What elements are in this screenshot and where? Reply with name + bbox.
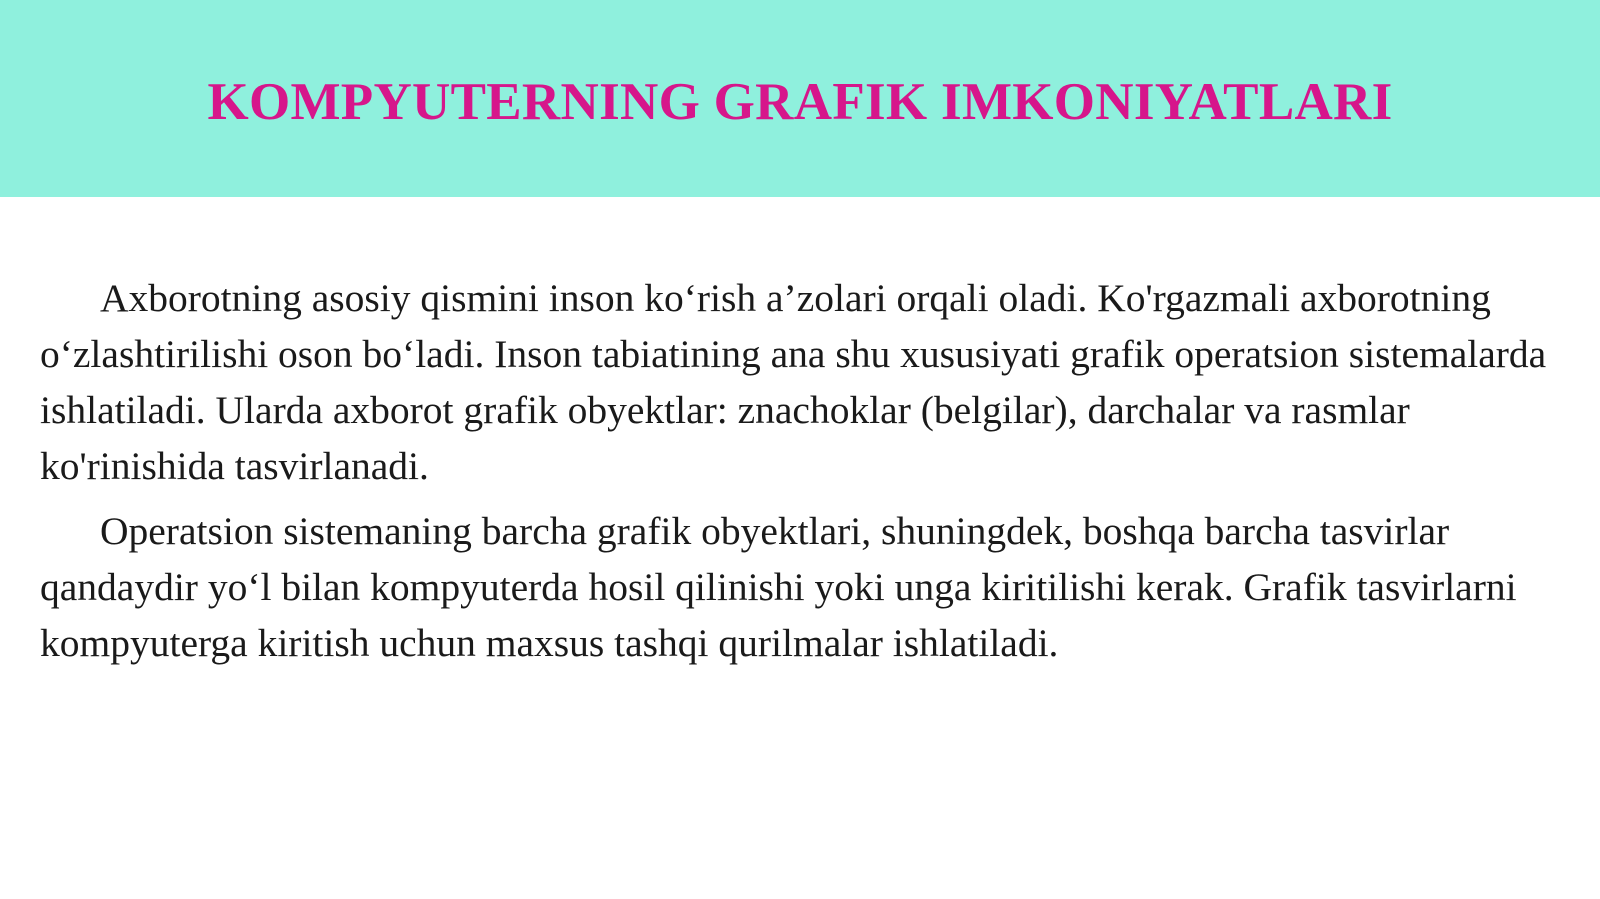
paragraph-2: Operatsion sistemaning barcha grafik obyektlari, shuningdek, boshqa barcha tasvirlar qandaydir yo‘l bilan kompyuterda hosil qilinishi yoki unga kiritilishi kerak. Grafik tasvirlarni kompyuterga kiritish uchun maxsus tashqi qurilmalar ishlatiladi.	[40, 509, 1517, 665]
paragraph-1: Axborotning asosiy qismini inson ko‘rish a’zolari orqali oladi. Ko'rgazmali axborotning o‘zlashtirilishi oson bo‘ladi. Inson tabiatining ana shu xususiyati grafik operatsion sistemalarda ishlatiladi. Ularda axborot grafik obyektlar: znachoklar (belgilar), darchalar va rasmlar ko'rinishida tasvirlanadi.	[40, 276, 1547, 488]
header-band	[0, 0, 1600, 197]
slide-body	[40, 270, 1570, 680]
slide-title: KOMPYUTERNING GRAFIK IMKONIYATLARI	[207, 73, 1393, 131]
